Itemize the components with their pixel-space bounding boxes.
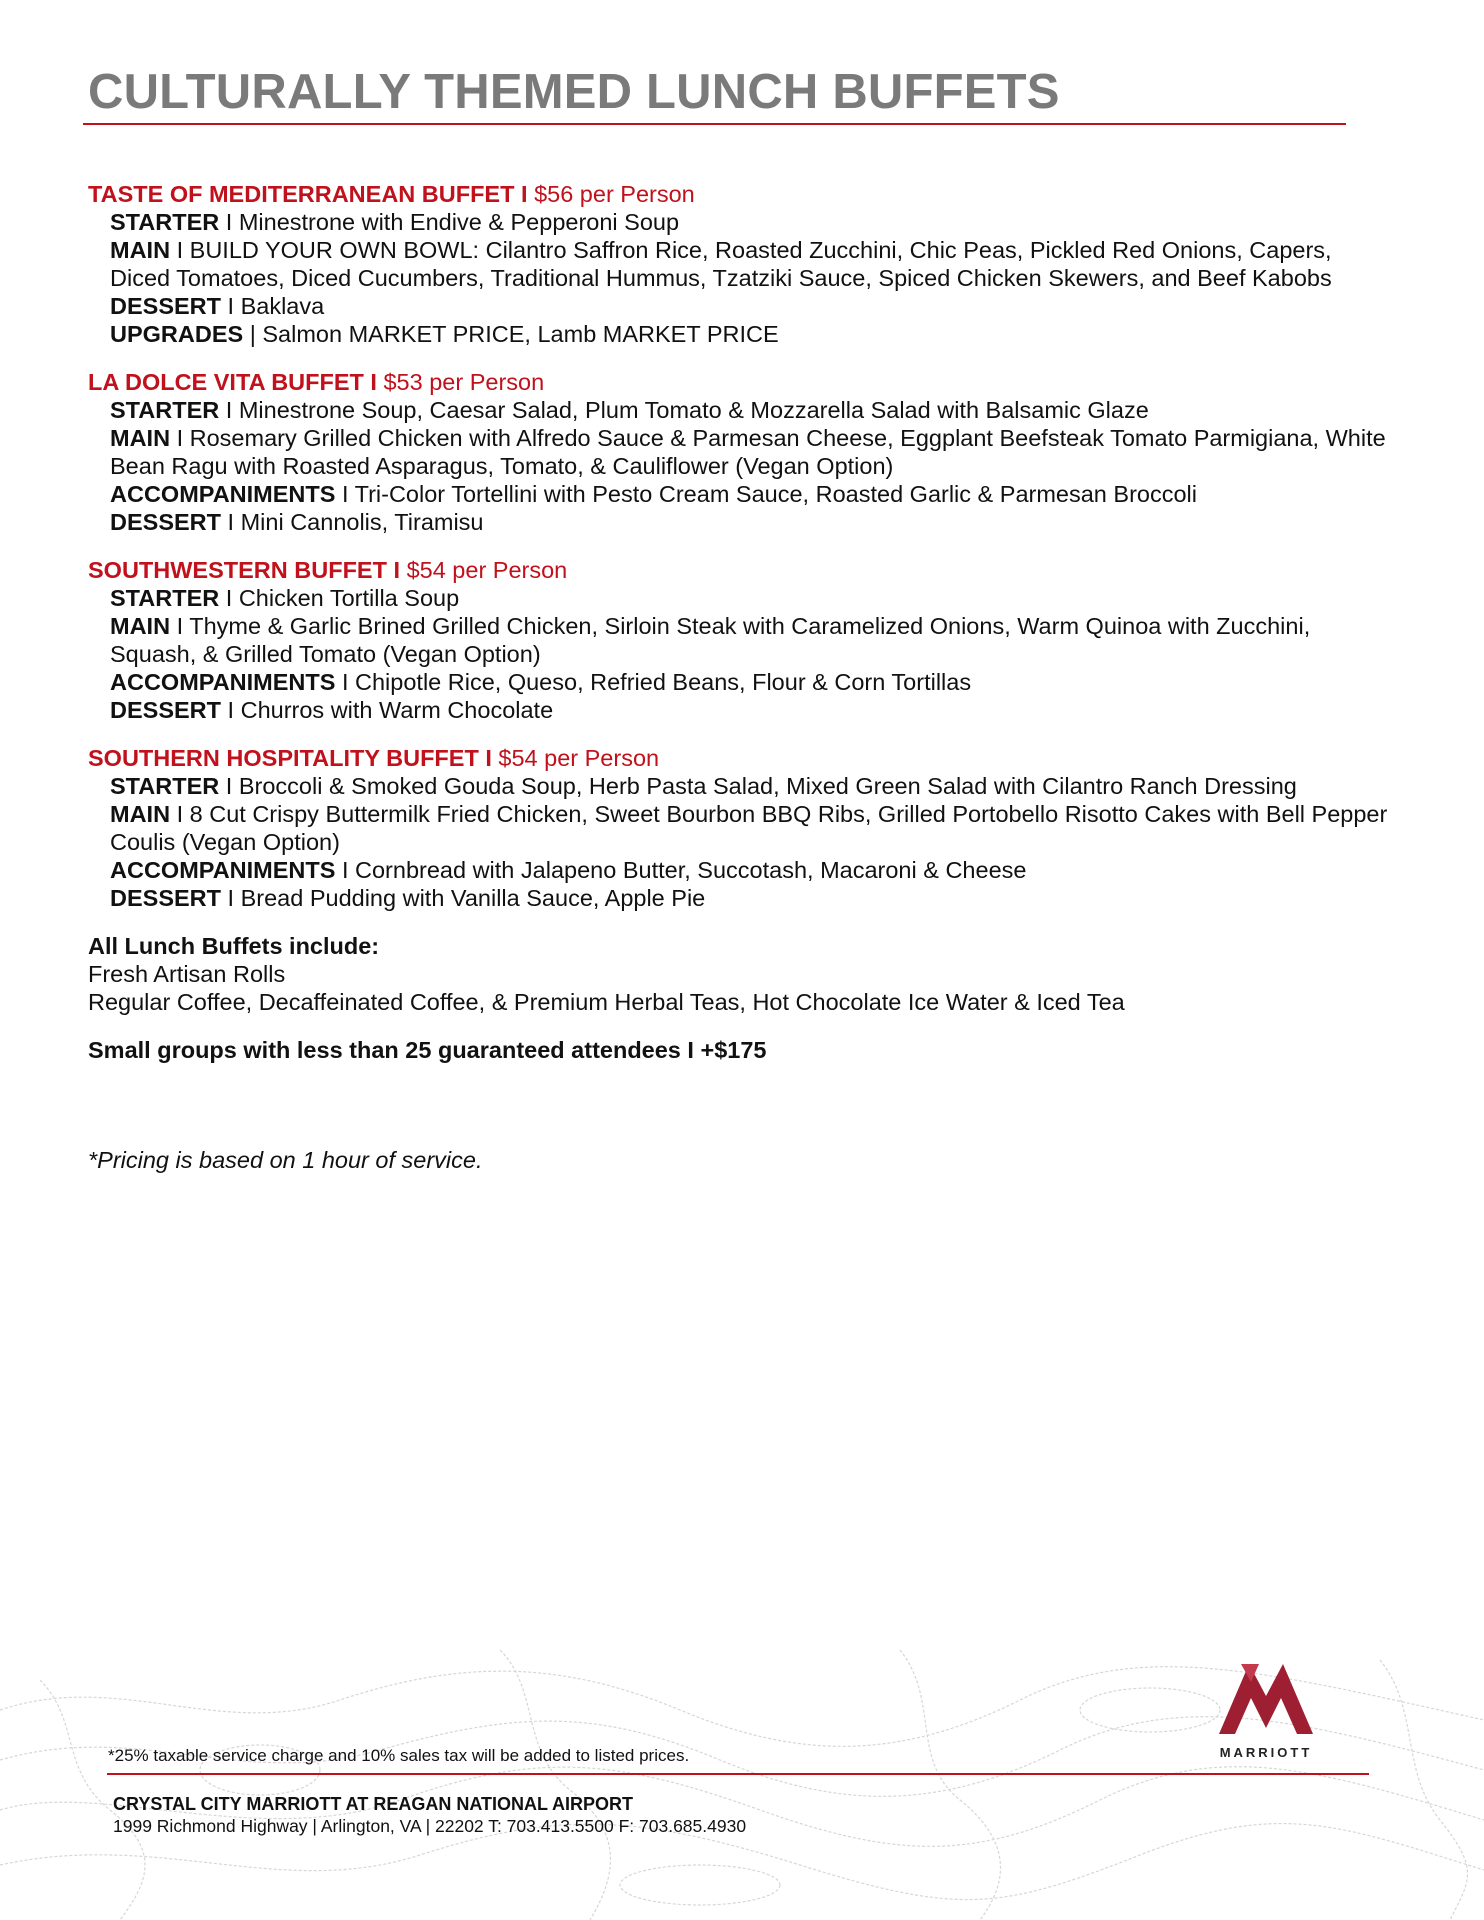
- menu-line: [88, 508, 1388, 536]
- menu-line: [88, 668, 1388, 696]
- buffet-section: [88, 368, 1388, 536]
- buffet-price: $54 per Person: [406, 557, 568, 583]
- menu-line: [88, 480, 1388, 508]
- buffet-title: [88, 368, 1388, 396]
- course-items: Salmon MARKET PRICE, Lamb MARKET PRICE: [262, 321, 779, 347]
- buffet-title: [88, 556, 1388, 584]
- course-items: Rosemary Grilled Chicken with Alfredo Sauce & Parmesan Cheese, Eggplant Beefsteak Tomato Parmigiana, White Bean Ragu with Roasted Asparagus, Tomato, & Cauliflower (Vegan Option): [110, 425, 1386, 479]
- service-charge-note: *25% taxable service charge and 10% sales tax will be added to listed prices.: [108, 1746, 690, 1765]
- menu-line: [88, 584, 1388, 612]
- course-items: Thyme & Garlic Brined Grilled Chicken, Sirloin Steak with Caramelized Onions, Warm Quinoa with Zucchini, Squash, & Grilled Tomato (Vegan Option): [110, 613, 1311, 667]
- page-title: CULTURALLY THEMED LUNCH BUFFETS: [88, 65, 1060, 119]
- course-items: Mini Cannolis, Tiramisu: [240, 509, 484, 535]
- course-label: DESSERT: [110, 293, 221, 319]
- separator: I: [219, 209, 239, 235]
- buffet-name: LA DOLCE VITA BUFFET I: [88, 369, 377, 395]
- brand-name: MARRIOTT: [1219, 1745, 1313, 1760]
- menu-line: [88, 800, 1388, 856]
- separator: I: [170, 613, 190, 639]
- course-label: STARTER: [110, 585, 220, 611]
- buffet-title: [88, 180, 1388, 208]
- course-label: STARTER: [110, 773, 220, 799]
- menu-line: [88, 772, 1388, 800]
- marriott-logo: [1198, 1654, 1334, 1760]
- marriott-m-icon: [1211, 1654, 1321, 1738]
- course-label: MAIN: [110, 801, 171, 827]
- menu-line: [88, 292, 1388, 320]
- separator: I: [221, 293, 241, 319]
- separator: I: [221, 885, 241, 911]
- menu-line: [88, 856, 1388, 884]
- course-label: MAIN: [110, 237, 171, 263]
- menu-line: [88, 396, 1388, 424]
- menu-line: [88, 320, 1388, 348]
- includes-block: [88, 932, 1388, 1016]
- course-label: DESSERT: [110, 697, 221, 723]
- buffet-price: $54 per Person: [498, 745, 660, 771]
- course-items: Tri-Color Tortellini with Pesto Cream Sauce, Roasted Garlic & Parmesan Broccoli: [354, 481, 1197, 507]
- buffet-section: [88, 744, 1388, 912]
- title-divider: [83, 123, 1346, 125]
- course-label: DESSERT: [110, 509, 221, 535]
- course-label: DESSERT: [110, 885, 221, 911]
- course-label: ACCOMPANIMENTS: [110, 669, 336, 695]
- small-groups-note: Small groups with less than 25 guaranteed attendees I +$175: [88, 1037, 767, 1063]
- separator: I: [219, 397, 239, 423]
- course-label: ACCOMPANIMENTS: [110, 481, 336, 507]
- buffet-price: $53 per Person: [383, 369, 545, 395]
- course-items: Cornbread with Jalapeno Butter, Succotash, Macaroni & Cheese: [355, 857, 1027, 883]
- course-items: Broccoli & Smoked Gouda Soup, Herb Pasta Salad, Mixed Green Salad with Cilantro Ranch Dressing: [238, 773, 1297, 799]
- course-label: MAIN: [110, 613, 171, 639]
- buffet-name: SOUTHERN HOSPITALITY BUFFET I: [88, 745, 492, 771]
- course-label: MAIN: [110, 425, 171, 451]
- pricing-note: *Pricing is based on 1 hour of service.: [88, 1147, 483, 1173]
- includes-heading: All Lunch Buffets include:: [88, 933, 380, 959]
- menu-line: [88, 696, 1388, 724]
- menu-content: [88, 180, 1388, 1174]
- course-items: BUILD YOUR OWN BOWL: Cilantro Saffron Rice, Roasted Zucchini, Chic Peas, Pickled Red Onions, Capers, Diced Tomatoes, Diced Cucumbers, Traditional Hummus, Tzatziki Sauce, Spiced Chicken Skewers, and Beef Kabobs: [110, 237, 1332, 291]
- course-items: Minestrone Soup, Caesar Salad, Plum Tomato & Mozzarella Salad with Balsamic Glaze: [238, 397, 1149, 423]
- separator: I: [335, 857, 356, 883]
- course-items: Chicken Tortilla Soup: [238, 585, 460, 611]
- menu-line: [88, 236, 1388, 292]
- includes-item: Fresh Artisan Rolls: [88, 961, 286, 987]
- includes-item: Regular Coffee, Decaffeinated Coffee, & Premium Herbal Teas, Hot Chocolate Ice Water & Iced Tea: [88, 989, 1125, 1015]
- separator: I: [335, 481, 355, 507]
- menu-line: [88, 884, 1388, 912]
- footer-divider: [107, 1773, 1369, 1775]
- separator: I: [335, 669, 356, 695]
- separator: I: [219, 773, 239, 799]
- menu-line: [88, 424, 1388, 480]
- course-items: Chipotle Rice, Queso, Refried Beans, Flour & Corn Tortillas: [355, 669, 972, 695]
- course-items: Baklava: [240, 293, 325, 319]
- separator: |: [243, 321, 263, 347]
- buffet-section: [88, 180, 1388, 348]
- course-items: Bread Pudding with Vanilla Sauce, Apple Pie: [240, 885, 706, 911]
- separator: I: [170, 237, 190, 263]
- course-label: STARTER: [110, 209, 220, 235]
- menu-line: [88, 208, 1388, 236]
- buffet-sections: [88, 180, 1388, 912]
- hotel-name: CRYSTAL CITY MARRIOTT AT REAGAN NATIONAL AIRPORT: [113, 1794, 633, 1814]
- course-label: UPGRADES: [110, 321, 244, 347]
- separator: I: [221, 697, 241, 723]
- buffet-title: [88, 744, 1388, 772]
- buffet-name: TASTE OF MEDITERRANEAN BUFFET I: [88, 181, 528, 207]
- hotel-address: 1999 Richmond Highway | Arlington, VA | 22202 T: 703.413.5500 F: 703.685.4930: [113, 1816, 747, 1836]
- buffet-section: [88, 556, 1388, 724]
- separator: I: [170, 801, 190, 827]
- separator: I: [219, 585, 239, 611]
- separator: I: [170, 425, 190, 451]
- course-items: 8 Cut Crispy Buttermilk Fried Chicken, Sweet Bourbon BBQ Ribs, Grilled Portobello Risotto Cakes with Bell Pepper Coulis (Vegan Option): [110, 801, 1388, 855]
- menu-line: [88, 612, 1388, 668]
- course-label: STARTER: [110, 397, 220, 423]
- buffet-price: $56 per Person: [534, 181, 695, 207]
- buffet-name: SOUTHWESTERN BUFFET I: [88, 557, 401, 583]
- separator: I: [221, 509, 241, 535]
- course-label: ACCOMPANIMENTS: [110, 857, 336, 883]
- course-items: Minestrone with Endive & Pepperoni Soup: [238, 209, 680, 235]
- course-items: Churros with Warm Chocolate: [240, 697, 554, 723]
